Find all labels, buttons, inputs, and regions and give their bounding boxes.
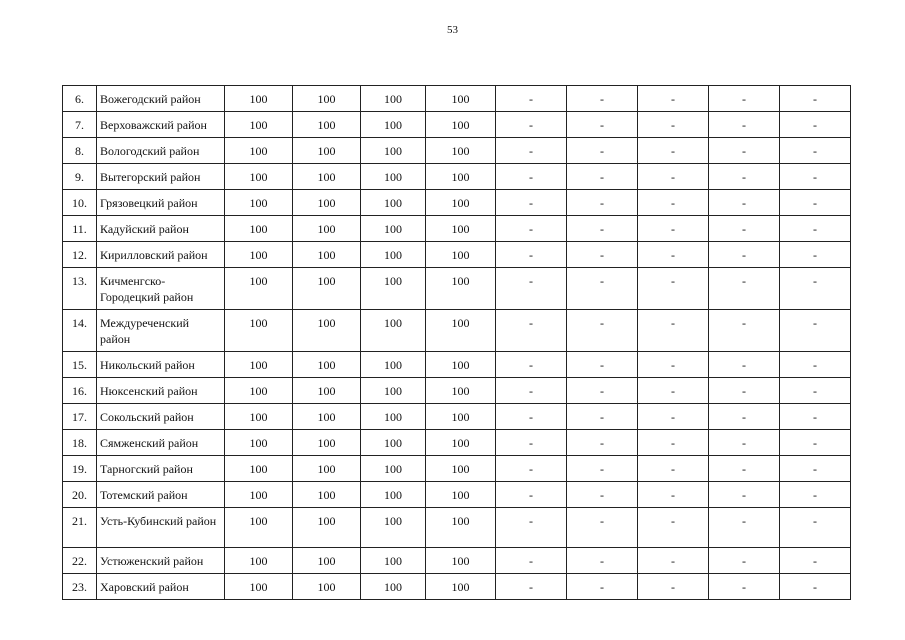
value-cell: 100 [361, 352, 426, 378]
value-cell: 100 [293, 456, 361, 482]
dash-cell: - [709, 216, 780, 242]
district-name-cell: Сямженский район [97, 430, 225, 456]
row-number-cell: 18. [63, 430, 97, 456]
dash-cell: - [709, 430, 780, 456]
dash-cell: - [496, 404, 567, 430]
dash-cell: - [780, 86, 851, 112]
dash-cell: - [567, 138, 638, 164]
value-cell: 100 [293, 430, 361, 456]
value-cell: 100 [361, 190, 426, 216]
dash-cell: - [567, 190, 638, 216]
dash-cell: - [567, 242, 638, 268]
row-number-cell: 8. [63, 138, 97, 164]
dash-cell: - [638, 574, 709, 600]
row-number-cell: 6. [63, 86, 97, 112]
dash-cell: - [709, 112, 780, 138]
table-row [63, 268, 851, 310]
table-row [63, 86, 851, 112]
row-number-cell: 12. [63, 242, 97, 268]
value-cell: 100 [293, 378, 361, 404]
row-number-cell: 15. [63, 352, 97, 378]
dash-cell: - [780, 574, 851, 600]
dash-cell: - [567, 112, 638, 138]
dash-cell: - [638, 112, 709, 138]
row-number-cell: 7. [63, 112, 97, 138]
value-cell: 100 [225, 548, 293, 574]
dash-cell: - [709, 242, 780, 268]
dash-cell: - [496, 352, 567, 378]
value-cell: 100 [225, 242, 293, 268]
row-number-cell: 17. [63, 404, 97, 430]
district-table [62, 85, 851, 600]
value-cell: 100 [426, 378, 496, 404]
value-cell: 100 [361, 216, 426, 242]
dash-cell: - [638, 310, 709, 352]
value-cell: 100 [361, 508, 426, 548]
table-row [63, 482, 851, 508]
dash-cell: - [638, 378, 709, 404]
dash-cell: - [567, 430, 638, 456]
value-cell: 100 [225, 138, 293, 164]
dash-cell: - [780, 430, 851, 456]
dash-cell: - [780, 508, 851, 548]
dash-cell: - [638, 352, 709, 378]
table-body [63, 86, 851, 600]
table-row [63, 190, 851, 216]
dash-cell: - [567, 310, 638, 352]
dash-cell: - [496, 310, 567, 352]
value-cell: 100 [361, 574, 426, 600]
value-cell: 100 [293, 404, 361, 430]
dash-cell: - [709, 138, 780, 164]
dash-cell: - [638, 404, 709, 430]
dash-cell: - [709, 508, 780, 548]
value-cell: 100 [426, 574, 496, 600]
value-cell: 100 [426, 190, 496, 216]
dash-cell: - [567, 404, 638, 430]
row-number-cell: 9. [63, 164, 97, 190]
dash-cell: - [638, 86, 709, 112]
dash-cell: - [780, 548, 851, 574]
value-cell: 100 [293, 138, 361, 164]
district-name-cell: Никольский район [97, 352, 225, 378]
table-row [63, 548, 851, 574]
dash-cell: - [638, 482, 709, 508]
dash-cell: - [780, 164, 851, 190]
value-cell: 100 [225, 164, 293, 190]
dash-cell: - [496, 86, 567, 112]
table-row [63, 138, 851, 164]
value-cell: 100 [293, 164, 361, 190]
value-cell: 100 [426, 112, 496, 138]
page-number: 53 [447, 24, 458, 36]
dash-cell: - [780, 216, 851, 242]
dash-cell: - [638, 216, 709, 242]
value-cell: 100 [426, 548, 496, 574]
row-number-cell: 22. [63, 548, 97, 574]
value-cell: 100 [361, 164, 426, 190]
table-row [63, 574, 851, 600]
dash-cell: - [567, 378, 638, 404]
district-name-cell: Тотемский район [97, 482, 225, 508]
value-cell: 100 [426, 242, 496, 268]
value-cell: 100 [225, 112, 293, 138]
value-cell: 100 [426, 508, 496, 548]
value-cell: 100 [361, 482, 426, 508]
table-row [63, 310, 851, 352]
value-cell: 100 [426, 138, 496, 164]
dash-cell: - [567, 352, 638, 378]
dash-cell: - [780, 242, 851, 268]
dash-cell: - [709, 548, 780, 574]
value-cell: 100 [361, 138, 426, 164]
dash-cell: - [567, 482, 638, 508]
dash-cell: - [496, 456, 567, 482]
value-cell: 100 [361, 548, 426, 574]
row-number-cell: 13. [63, 268, 97, 310]
dash-cell: - [780, 310, 851, 352]
dash-cell: - [638, 268, 709, 310]
value-cell: 100 [293, 268, 361, 310]
value-cell: 100 [293, 482, 361, 508]
table-row [63, 242, 851, 268]
district-name-cell: Вытегорский район [97, 164, 225, 190]
dash-cell: - [567, 216, 638, 242]
dash-cell: - [567, 86, 638, 112]
value-cell: 100 [426, 164, 496, 190]
value-cell: 100 [361, 112, 426, 138]
dash-cell: - [709, 482, 780, 508]
district-name-cell: Устюженский район [97, 548, 225, 574]
dash-cell: - [496, 164, 567, 190]
value-cell: 100 [225, 352, 293, 378]
dash-cell: - [567, 574, 638, 600]
table-row [63, 430, 851, 456]
table-row [63, 404, 851, 430]
district-name-cell: Кадуйский район [97, 216, 225, 242]
dash-cell: - [638, 456, 709, 482]
value-cell: 100 [361, 456, 426, 482]
value-cell: 100 [361, 404, 426, 430]
dash-cell: - [709, 352, 780, 378]
value-cell: 100 [225, 482, 293, 508]
dash-cell: - [638, 430, 709, 456]
dash-cell: - [780, 404, 851, 430]
dash-cell: - [638, 508, 709, 548]
dash-cell: - [709, 268, 780, 310]
dash-cell: - [709, 378, 780, 404]
table-row [63, 216, 851, 242]
value-cell: 100 [426, 352, 496, 378]
value-cell: 100 [225, 404, 293, 430]
value-cell: 100 [293, 352, 361, 378]
value-cell: 100 [426, 216, 496, 242]
district-name-cell: Грязовецкий район [97, 190, 225, 216]
dash-cell: - [780, 268, 851, 310]
district-name-cell: Вологодский район [97, 138, 225, 164]
value-cell: 100 [361, 310, 426, 352]
row-number-cell: 16. [63, 378, 97, 404]
value-cell: 100 [293, 190, 361, 216]
value-cell: 100 [361, 430, 426, 456]
dash-cell: - [709, 164, 780, 190]
dash-cell: - [567, 268, 638, 310]
value-cell: 100 [225, 508, 293, 548]
value-cell: 100 [293, 310, 361, 352]
dash-cell: - [780, 352, 851, 378]
dash-cell: - [496, 430, 567, 456]
row-number-cell: 23. [63, 574, 97, 600]
value-cell: 100 [225, 378, 293, 404]
value-cell: 100 [225, 310, 293, 352]
dash-cell: - [780, 482, 851, 508]
value-cell: 100 [225, 430, 293, 456]
value-cell: 100 [361, 242, 426, 268]
district-name-cell: Нюксенский район [97, 378, 225, 404]
row-number-cell: 10. [63, 190, 97, 216]
row-number-cell: 11. [63, 216, 97, 242]
dash-cell: - [496, 508, 567, 548]
row-number-cell: 14. [63, 310, 97, 352]
value-cell: 100 [293, 508, 361, 548]
value-cell: 100 [225, 268, 293, 310]
value-cell: 100 [426, 268, 496, 310]
dash-cell: - [496, 112, 567, 138]
row-number-cell: 20. [63, 482, 97, 508]
value-cell: 100 [293, 216, 361, 242]
dash-cell: - [709, 190, 780, 216]
dash-cell: - [709, 456, 780, 482]
dash-cell: - [638, 548, 709, 574]
value-cell: 100 [225, 574, 293, 600]
dash-cell: - [567, 164, 638, 190]
value-cell: 100 [293, 548, 361, 574]
dash-cell: - [780, 112, 851, 138]
dash-cell: - [780, 190, 851, 216]
table-row [63, 508, 851, 548]
value-cell: 100 [293, 112, 361, 138]
dash-cell: - [780, 378, 851, 404]
dash-cell: - [638, 164, 709, 190]
district-name-cell: Кирилловский район [97, 242, 225, 268]
dash-cell: - [496, 242, 567, 268]
dash-cell: - [496, 574, 567, 600]
dash-cell: - [780, 138, 851, 164]
value-cell: 100 [225, 86, 293, 112]
district-name-cell: Кичменгско-Городецкий район [97, 268, 225, 310]
table-row [63, 456, 851, 482]
dash-cell: - [567, 548, 638, 574]
dash-cell: - [496, 548, 567, 574]
value-cell: 100 [426, 482, 496, 508]
dash-cell: - [496, 138, 567, 164]
value-cell: 100 [361, 268, 426, 310]
value-cell: 100 [225, 456, 293, 482]
dash-cell: - [496, 190, 567, 216]
dash-cell: - [638, 138, 709, 164]
value-cell: 100 [293, 86, 361, 112]
dash-cell: - [567, 508, 638, 548]
value-cell: 100 [293, 242, 361, 268]
value-cell: 100 [426, 404, 496, 430]
value-cell: 100 [426, 86, 496, 112]
row-number-cell: 19. [63, 456, 97, 482]
dash-cell: - [567, 456, 638, 482]
row-number-cell: 21. [63, 508, 97, 548]
table-row [63, 378, 851, 404]
table-row [63, 164, 851, 190]
value-cell: 100 [361, 86, 426, 112]
dash-cell: - [780, 456, 851, 482]
district-name-cell: Тарногский район [97, 456, 225, 482]
table-row [63, 352, 851, 378]
district-name-cell: Вожегодский район [97, 86, 225, 112]
value-cell: 100 [225, 190, 293, 216]
dash-cell: - [709, 86, 780, 112]
value-cell: 100 [225, 216, 293, 242]
value-cell: 100 [361, 378, 426, 404]
dash-cell: - [496, 268, 567, 310]
value-cell: 100 [426, 456, 496, 482]
value-cell: 100 [426, 430, 496, 456]
district-name-cell: Усть-Кубинский район [97, 508, 225, 548]
dash-cell: - [638, 242, 709, 268]
dash-cell: - [496, 216, 567, 242]
dash-cell: - [709, 574, 780, 600]
district-name-cell: Верховажский район [97, 112, 225, 138]
dash-cell: - [496, 378, 567, 404]
district-name-cell: Междуреченский район [97, 310, 225, 352]
district-name-cell: Харовский район [97, 574, 225, 600]
dash-cell: - [496, 482, 567, 508]
dash-cell: - [709, 310, 780, 352]
value-cell: 100 [293, 574, 361, 600]
dash-cell: - [709, 404, 780, 430]
table-row [63, 112, 851, 138]
district-name-cell: Сокольский район [97, 404, 225, 430]
value-cell: 100 [426, 310, 496, 352]
dash-cell: - [638, 190, 709, 216]
